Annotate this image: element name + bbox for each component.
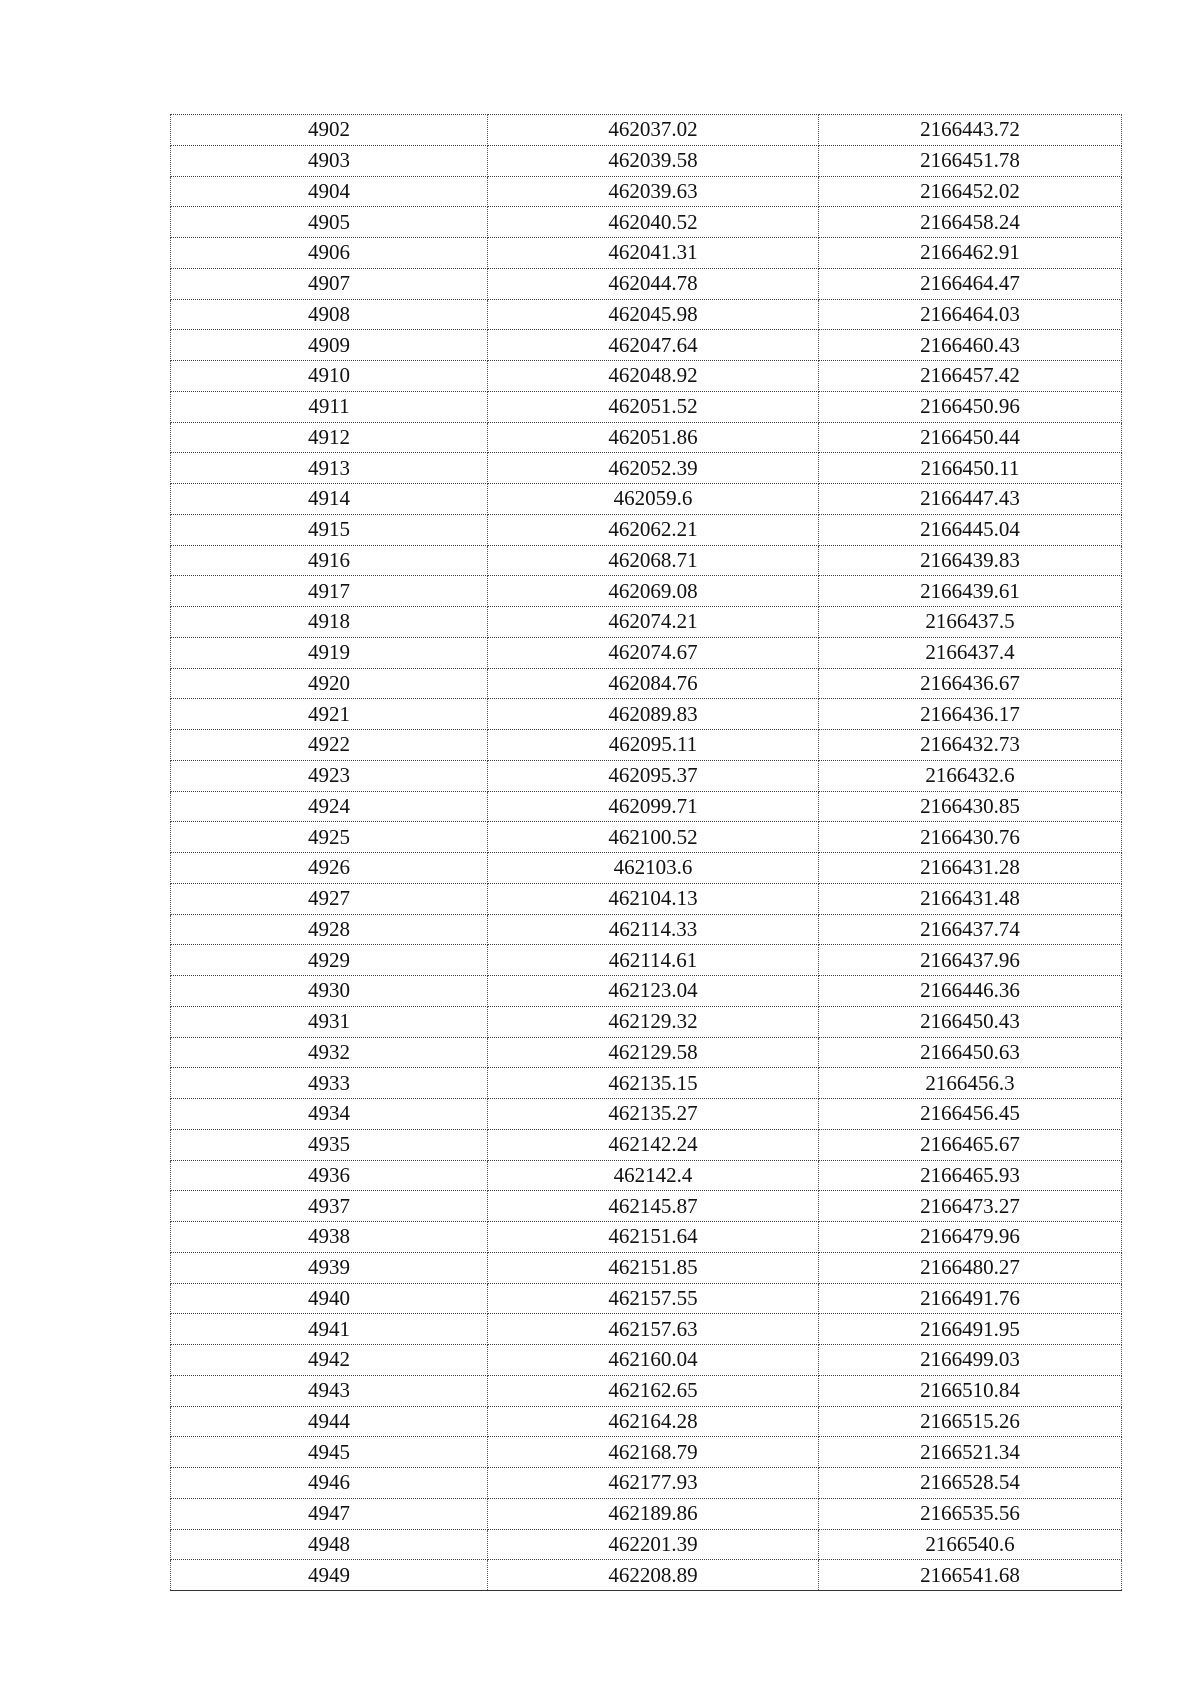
x-coordinate-cell: 462074.21 — [488, 607, 819, 638]
table-row — [171, 361, 1122, 392]
point-number-cell: 4902 — [171, 115, 488, 146]
point-number-cell: 4908 — [171, 299, 488, 330]
y-coordinate-cell: 2166479.96 — [819, 1222, 1122, 1253]
x-coordinate-cell: 462074.67 — [488, 637, 819, 668]
y-coordinate-cell: 2166491.76 — [819, 1283, 1122, 1314]
y-coordinate-cell: 2166458.24 — [819, 207, 1122, 238]
y-coordinate-cell: 2166464.03 — [819, 299, 1122, 330]
point-number-cell: 4941 — [171, 1314, 488, 1345]
x-coordinate-cell: 462051.52 — [488, 391, 819, 422]
x-coordinate-cell: 462095.11 — [488, 730, 819, 761]
x-coordinate-cell: 462084.76 — [488, 668, 819, 699]
coordinate-table — [170, 114, 1122, 1591]
table-row — [171, 545, 1122, 576]
table-row — [171, 1252, 1122, 1283]
table-row — [171, 1406, 1122, 1437]
point-number-cell: 4910 — [171, 361, 488, 392]
table-row — [171, 1006, 1122, 1037]
table-row — [171, 1099, 1122, 1130]
x-coordinate-cell: 462157.63 — [488, 1314, 819, 1345]
table-row — [171, 760, 1122, 791]
point-number-cell: 4926 — [171, 853, 488, 884]
point-number-cell: 4949 — [171, 1560, 488, 1591]
y-coordinate-cell: 2166473.27 — [819, 1191, 1122, 1222]
table-row — [171, 1375, 1122, 1406]
table-row — [171, 1437, 1122, 1468]
x-coordinate-cell: 462069.08 — [488, 576, 819, 607]
point-number-cell: 4945 — [171, 1437, 488, 1468]
point-number-cell: 4904 — [171, 176, 488, 207]
table-row — [171, 576, 1122, 607]
x-coordinate-cell: 462114.33 — [488, 914, 819, 945]
point-number-cell: 4932 — [171, 1037, 488, 1068]
x-coordinate-cell: 462059.6 — [488, 484, 819, 515]
point-number-cell: 4909 — [171, 330, 488, 361]
y-coordinate-cell: 2166456.3 — [819, 1068, 1122, 1099]
y-coordinate-cell: 2166541.68 — [819, 1560, 1122, 1591]
x-coordinate-cell: 462044.78 — [488, 268, 819, 299]
y-coordinate-cell: 2166447.43 — [819, 484, 1122, 515]
x-coordinate-cell: 462100.52 — [488, 822, 819, 853]
point-number-cell: 4943 — [171, 1375, 488, 1406]
x-coordinate-cell: 462189.86 — [488, 1498, 819, 1529]
x-coordinate-cell: 462142.4 — [488, 1160, 819, 1191]
y-coordinate-cell: 2166450.44 — [819, 422, 1122, 453]
x-coordinate-cell: 462151.64 — [488, 1222, 819, 1253]
x-coordinate-cell: 462089.83 — [488, 699, 819, 730]
point-number-cell: 4929 — [171, 945, 488, 976]
table-row — [171, 668, 1122, 699]
point-number-cell: 4912 — [171, 422, 488, 453]
y-coordinate-cell: 2166528.54 — [819, 1468, 1122, 1499]
x-coordinate-cell: 462168.79 — [488, 1437, 819, 1468]
y-coordinate-cell: 2166465.93 — [819, 1160, 1122, 1191]
y-coordinate-cell: 2166450.11 — [819, 453, 1122, 484]
x-coordinate-cell: 462160.04 — [488, 1345, 819, 1376]
point-number-cell: 4947 — [171, 1498, 488, 1529]
point-number-cell: 4930 — [171, 976, 488, 1007]
point-number-cell: 4925 — [171, 822, 488, 853]
x-coordinate-cell: 462151.85 — [488, 1252, 819, 1283]
x-coordinate-cell: 462123.04 — [488, 976, 819, 1007]
table-row — [171, 1498, 1122, 1529]
table-row — [171, 1129, 1122, 1160]
y-coordinate-cell: 2166515.26 — [819, 1406, 1122, 1437]
y-coordinate-cell: 2166521.34 — [819, 1437, 1122, 1468]
table-row — [171, 1160, 1122, 1191]
y-coordinate-cell: 2166457.42 — [819, 361, 1122, 392]
x-coordinate-cell: 462129.32 — [488, 1006, 819, 1037]
point-number-cell: 4903 — [171, 145, 488, 176]
x-coordinate-cell: 462045.98 — [488, 299, 819, 330]
y-coordinate-cell: 2166510.84 — [819, 1375, 1122, 1406]
table-body — [171, 115, 1122, 1591]
y-coordinate-cell: 2166431.48 — [819, 883, 1122, 914]
table-row — [171, 484, 1122, 515]
table-row — [171, 330, 1122, 361]
x-coordinate-cell: 462145.87 — [488, 1191, 819, 1222]
y-coordinate-cell: 2166540.6 — [819, 1529, 1122, 1560]
table-row — [171, 1222, 1122, 1253]
y-coordinate-cell: 2166456.45 — [819, 1099, 1122, 1130]
x-coordinate-cell: 462164.28 — [488, 1406, 819, 1437]
point-number-cell: 4936 — [171, 1160, 488, 1191]
point-number-cell: 4920 — [171, 668, 488, 699]
y-coordinate-cell: 2166465.67 — [819, 1129, 1122, 1160]
point-number-cell: 4948 — [171, 1529, 488, 1560]
table-row — [171, 391, 1122, 422]
y-coordinate-cell: 2166450.63 — [819, 1037, 1122, 1068]
table-row — [171, 637, 1122, 668]
y-coordinate-cell: 2166451.78 — [819, 145, 1122, 176]
point-number-cell: 4939 — [171, 1252, 488, 1283]
table-row — [171, 268, 1122, 299]
table-row — [171, 1037, 1122, 1068]
y-coordinate-cell: 2166436.67 — [819, 668, 1122, 699]
point-number-cell: 4928 — [171, 914, 488, 945]
x-coordinate-cell: 462103.6 — [488, 853, 819, 884]
table-row — [171, 115, 1122, 146]
point-number-cell: 4919 — [171, 637, 488, 668]
point-number-cell: 4937 — [171, 1191, 488, 1222]
y-coordinate-cell: 2166445.04 — [819, 514, 1122, 545]
y-coordinate-cell: 2166464.47 — [819, 268, 1122, 299]
x-coordinate-cell: 462041.31 — [488, 238, 819, 269]
y-coordinate-cell: 2166437.74 — [819, 914, 1122, 945]
point-number-cell: 4917 — [171, 576, 488, 607]
y-coordinate-cell: 2166437.4 — [819, 637, 1122, 668]
table-row — [171, 514, 1122, 545]
point-number-cell: 4944 — [171, 1406, 488, 1437]
table-row — [171, 207, 1122, 238]
point-number-cell: 4915 — [171, 514, 488, 545]
y-coordinate-cell: 2166491.95 — [819, 1314, 1122, 1345]
point-number-cell: 4921 — [171, 699, 488, 730]
x-coordinate-cell: 462099.71 — [488, 791, 819, 822]
table-row — [171, 853, 1122, 884]
x-coordinate-cell: 462129.58 — [488, 1037, 819, 1068]
point-number-cell: 4927 — [171, 883, 488, 914]
table-row — [171, 1191, 1122, 1222]
y-coordinate-cell: 2166432.6 — [819, 760, 1122, 791]
x-coordinate-cell: 462104.13 — [488, 883, 819, 914]
table-row — [171, 607, 1122, 638]
y-coordinate-cell: 2166535.56 — [819, 1498, 1122, 1529]
point-number-cell: 4914 — [171, 484, 488, 515]
x-coordinate-cell: 462040.52 — [488, 207, 819, 238]
x-coordinate-cell: 462037.02 — [488, 115, 819, 146]
table-row — [171, 176, 1122, 207]
point-number-cell: 4918 — [171, 607, 488, 638]
table-row — [171, 791, 1122, 822]
point-number-cell: 4923 — [171, 760, 488, 791]
point-number-cell: 4916 — [171, 545, 488, 576]
y-coordinate-cell: 2166452.02 — [819, 176, 1122, 207]
y-coordinate-cell: 2166462.91 — [819, 238, 1122, 269]
x-coordinate-cell: 462039.58 — [488, 145, 819, 176]
x-coordinate-cell: 462177.93 — [488, 1468, 819, 1499]
point-number-cell: 4942 — [171, 1345, 488, 1376]
x-coordinate-cell: 462135.15 — [488, 1068, 819, 1099]
table-row — [171, 422, 1122, 453]
y-coordinate-cell: 2166446.36 — [819, 976, 1122, 1007]
table-row — [171, 914, 1122, 945]
table-row — [171, 699, 1122, 730]
table-row — [171, 883, 1122, 914]
table-row — [171, 822, 1122, 853]
table-row — [171, 453, 1122, 484]
y-coordinate-cell: 2166432.73 — [819, 730, 1122, 761]
x-coordinate-cell: 462135.27 — [488, 1099, 819, 1130]
point-number-cell: 4922 — [171, 730, 488, 761]
y-coordinate-cell: 2166480.27 — [819, 1252, 1122, 1283]
point-number-cell: 4933 — [171, 1068, 488, 1099]
x-coordinate-cell: 462114.61 — [488, 945, 819, 976]
x-coordinate-cell: 462039.63 — [488, 176, 819, 207]
y-coordinate-cell: 2166431.28 — [819, 853, 1122, 884]
y-coordinate-cell: 2166437.96 — [819, 945, 1122, 976]
x-coordinate-cell: 462062.21 — [488, 514, 819, 545]
y-coordinate-cell: 2166430.76 — [819, 822, 1122, 853]
x-coordinate-cell: 462047.64 — [488, 330, 819, 361]
y-coordinate-cell: 2166437.5 — [819, 607, 1122, 638]
table-row — [171, 1283, 1122, 1314]
table-row — [171, 1529, 1122, 1560]
point-number-cell: 4913 — [171, 453, 488, 484]
y-coordinate-cell: 2166499.03 — [819, 1345, 1122, 1376]
table-row — [171, 238, 1122, 269]
y-coordinate-cell: 2166443.72 — [819, 115, 1122, 146]
point-number-cell: 4934 — [171, 1099, 488, 1130]
y-coordinate-cell: 2166436.17 — [819, 699, 1122, 730]
x-coordinate-cell: 462162.65 — [488, 1375, 819, 1406]
point-number-cell: 4911 — [171, 391, 488, 422]
x-coordinate-cell: 462095.37 — [488, 760, 819, 791]
x-coordinate-cell: 462142.24 — [488, 1129, 819, 1160]
point-number-cell: 4905 — [171, 207, 488, 238]
table-row — [171, 976, 1122, 1007]
x-coordinate-cell: 462201.39 — [488, 1529, 819, 1560]
table-row — [171, 1314, 1122, 1345]
x-coordinate-cell: 462051.86 — [488, 422, 819, 453]
x-coordinate-cell: 462068.71 — [488, 545, 819, 576]
table-row — [171, 730, 1122, 761]
point-number-cell: 4907 — [171, 268, 488, 299]
table-row — [171, 1068, 1122, 1099]
table-row — [171, 145, 1122, 176]
table-row — [171, 1345, 1122, 1376]
point-number-cell: 4924 — [171, 791, 488, 822]
y-coordinate-cell: 2166430.85 — [819, 791, 1122, 822]
y-coordinate-cell: 2166450.96 — [819, 391, 1122, 422]
y-coordinate-cell: 2166460.43 — [819, 330, 1122, 361]
y-coordinate-cell: 2166439.61 — [819, 576, 1122, 607]
point-number-cell: 4906 — [171, 238, 488, 269]
y-coordinate-cell: 2166439.83 — [819, 545, 1122, 576]
table-row — [171, 1560, 1122, 1591]
table-row — [171, 299, 1122, 330]
point-number-cell: 4938 — [171, 1222, 488, 1253]
x-coordinate-cell: 462157.55 — [488, 1283, 819, 1314]
x-coordinate-cell: 462052.39 — [488, 453, 819, 484]
x-coordinate-cell: 462048.92 — [488, 361, 819, 392]
point-number-cell: 4935 — [171, 1129, 488, 1160]
table-row — [171, 945, 1122, 976]
point-number-cell: 4931 — [171, 1006, 488, 1037]
table-row — [171, 1468, 1122, 1499]
point-number-cell: 4940 — [171, 1283, 488, 1314]
y-coordinate-cell: 2166450.43 — [819, 1006, 1122, 1037]
point-number-cell: 4946 — [171, 1468, 488, 1499]
x-coordinate-cell: 462208.89 — [488, 1560, 819, 1591]
